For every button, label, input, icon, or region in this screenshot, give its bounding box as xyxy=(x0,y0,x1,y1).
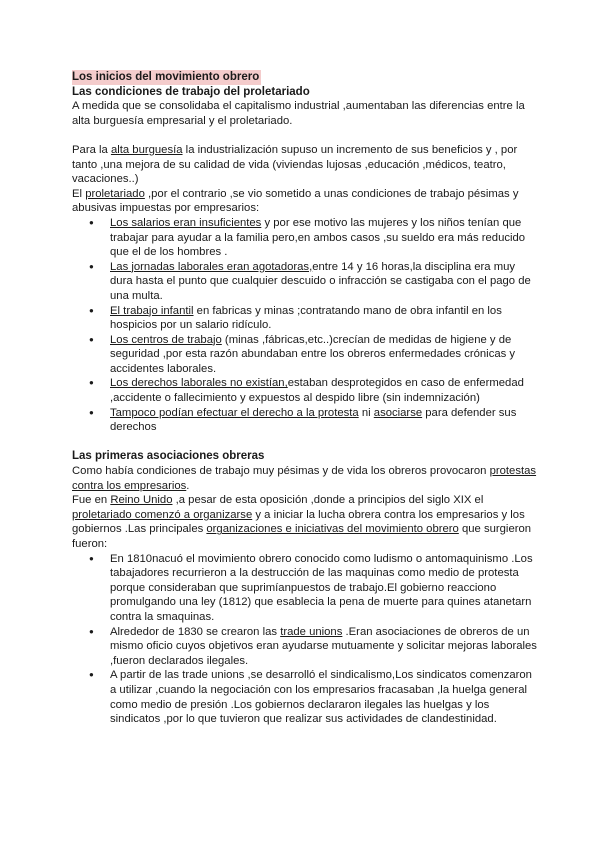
underlined-term: asociarse xyxy=(373,406,423,419)
underlined-term: trade unions xyxy=(280,625,343,638)
list-item xyxy=(72,216,540,260)
list-item xyxy=(72,406,540,435)
text: la industrialización supuso un incremento de sus beneficios y , por tanto ,una mejora de su calidad de vida (viviendas lujosas ,educación ,médicos, teatro, vacaciones..) xyxy=(72,143,518,186)
text: que surgieron fueron: xyxy=(72,523,532,550)
text: entre 14 y 16 horas,la disciplina era muy dura hasta el punto que cualquier descuido o infracción se castigaba con el pago de una multa. xyxy=(110,260,531,302)
text: A partir de las trade unions ,se desarrolló el sindicalismo,Los sindicatos comenzaron a utilizar ,cuando la negociación con los empresarios fracasaban ,la huelga general como medio de presión .Los gobiernos declararon ilegales las huelgas y los sindicatos ,por lo que tuvieron que realizar sus actividades de clandestinidad. xyxy=(110,669,532,726)
list-item xyxy=(72,260,540,304)
underlined-term: Reino Unido xyxy=(110,494,173,507)
underlined-term: protestas contra los empresarios xyxy=(72,465,537,492)
text: Como había condiciones de trabajo muy pésimas y de vida los obreros provocaron xyxy=(72,465,490,478)
conditions-list xyxy=(72,216,540,435)
title-line xyxy=(72,70,540,85)
underlined-term: Tampoco podían efectuar el derecho a la protesta xyxy=(110,406,359,419)
text: .Eran asociaciones de obreros de un mismo oficio cuyos objetivos eran ayudarse mutuamente y solicitar mejoras laborales ,fueron declarados ilegales. xyxy=(110,625,537,667)
text: ni xyxy=(358,406,374,419)
underlined-term: Las jornadas laborales eran agotadoras, xyxy=(110,260,313,273)
text: para defender sus derechos xyxy=(110,406,517,434)
text: ,por el contrario ,se vio sometido a unas condiciones de trabajo pésimas y abusivas impuestas por empresarios: xyxy=(72,187,519,215)
text: En 1810nacuó el movimiento obrero conocido como ludismo o antomaquinismo .Los tabajadores recurrieron a la destrucción de las maquinas como medio de protesta porque consideraban que suprimíanpuestos de trabajo.El gobierno reacciono promulgando una ley (1812) que esablecia la pena de muerte para quines atanetarn contra la smaquinas. xyxy=(110,552,533,623)
paragraph-reino-unido xyxy=(72,493,540,551)
list-item xyxy=(72,376,540,405)
paragraph-protestas xyxy=(72,464,540,493)
list-item xyxy=(72,625,540,669)
paragraph-proletariado xyxy=(72,187,540,216)
list-item xyxy=(72,552,540,625)
text: estaban desprotegidos en caso de enfermedad ,accidente o fallecimiento y expuestos al despido libre (sin indemnización) xyxy=(110,377,524,405)
section-heading-condiciones: Las condiciones de trabajo del proletariado xyxy=(72,85,310,98)
underlined-term: proletariado xyxy=(85,187,145,200)
paragraph-alta-burguesia xyxy=(72,143,540,187)
underlined-term: alta burguesía xyxy=(110,143,183,156)
text: Para la xyxy=(72,143,111,156)
document-title: Los inicios del movimiento obrero xyxy=(72,71,260,83)
text: Fue en xyxy=(72,494,111,507)
list-item xyxy=(72,304,540,333)
text: y a iniciar la lucha obrera contra los empresarios y los gobiernos .Las principales xyxy=(72,508,525,536)
underlined-term: Los derechos laborales no existían, xyxy=(110,377,288,390)
underlined-term: El trabajo infantil xyxy=(110,304,194,317)
spacer xyxy=(72,128,540,143)
organizations-list xyxy=(72,552,540,727)
underlined-term: proletariado comenzó a organizarse xyxy=(72,508,253,521)
section-heading-asociaciones: Las primeras asociaciones obreras xyxy=(72,450,265,463)
text: y por ese motivo las mujeres y los niños tenían que trabajar para ayudar a la familia pero,en ambos casos ,su sueldo era más reducido que el de los hombres . xyxy=(110,216,526,259)
underlined-term: organizaciones e iniciativas del movimiento obrero xyxy=(206,523,459,536)
intro-paragraph: A medida que se consolidaba el capitalismo industrial ,aumentaban las diferencias entre la alta burguesía empresarial y el proletariado. xyxy=(72,100,525,127)
text: ,a pesar de esta oposición ,donde a principios del siglo XIX el xyxy=(172,494,484,507)
text: (minas ,fábricas,etc..)crecían de medidas de higiene y de seguridad ,por esta razón abundaban entre los obreros enfermedades crónicas y accidentes laborales. xyxy=(110,333,516,375)
text: en fabricas y minas ;contratando mano de obra infantil en los hospicios por un salario ridículo. xyxy=(110,304,502,332)
list-item xyxy=(72,333,540,377)
list-item xyxy=(72,668,540,726)
underlined-term: Los salarios eran insuficientes xyxy=(110,216,262,229)
underlined-term: Los centros de trabajo xyxy=(110,333,222,346)
text: El xyxy=(72,187,86,200)
text: . xyxy=(186,479,190,492)
spacer xyxy=(72,435,540,450)
text: Alrededor de 1830 se crearon las xyxy=(110,625,281,638)
